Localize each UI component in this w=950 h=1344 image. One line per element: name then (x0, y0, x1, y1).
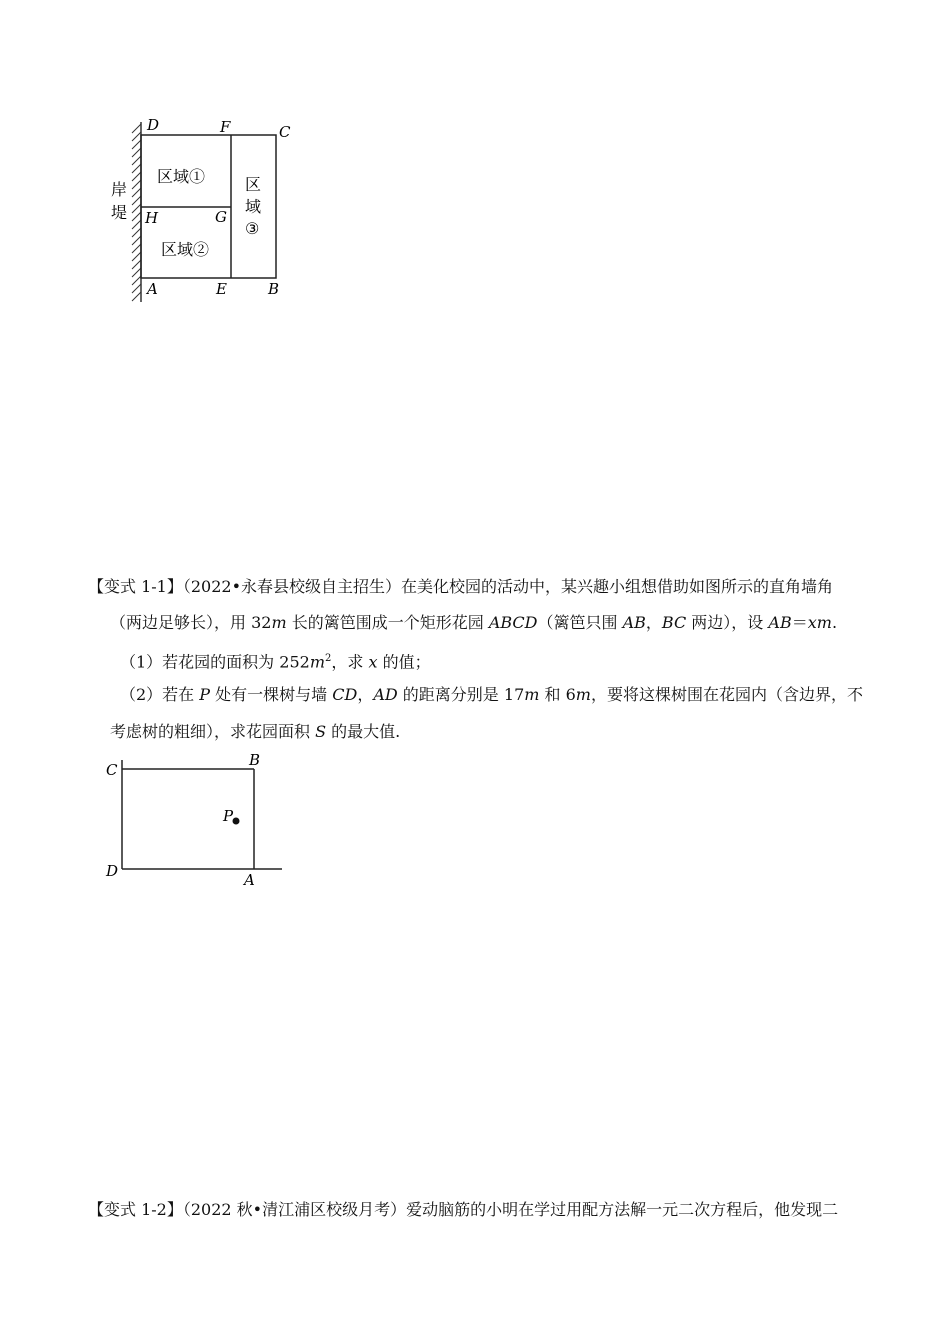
shore-label-2: 堤 (111, 203, 128, 222)
region-3-label-3: ③ (245, 219, 260, 238)
text-span: （篱笆只围 (537, 613, 623, 632)
math-p: P (199, 685, 211, 704)
vertex-e: E (216, 280, 227, 298)
vertex-a: A (244, 871, 255, 889)
text-span: ，要将这棵树围在花园内（含边界，不 (590, 685, 863, 704)
label-p: P (223, 807, 234, 825)
vertex-h: H (145, 209, 159, 227)
math-x: x (368, 652, 378, 672)
vertex-c: C (279, 123, 291, 141)
region-2-label: 区域② (161, 240, 210, 259)
math-ab: AB (622, 613, 646, 632)
variant-1-1-source: （2022•永春县校级自主招生） (182, 577, 402, 596)
vertex-f: F (220, 118, 231, 136)
math-s: S (315, 722, 327, 741)
math-m: m (524, 685, 540, 704)
vertex-g: G (215, 208, 227, 226)
text-span: . (831, 613, 838, 632)
region-3-label-1: 区 (245, 175, 262, 194)
vertex-a: A (147, 280, 158, 298)
math-m: m (575, 685, 591, 704)
text-span: 两边），设 (686, 613, 769, 632)
math-cd: CD (332, 685, 358, 704)
region-3-label-2: 域 (245, 197, 262, 216)
variant-1-1-tag: 【变式 1-1】 (88, 577, 183, 596)
region-1-label: 区域① (157, 167, 206, 186)
text-span: 考虑树的粗细），求花园面积 (110, 722, 316, 741)
math-bc: BC (661, 613, 687, 632)
variant-1-2-block (88, 1199, 878, 1223)
vertex-d: D (147, 116, 160, 134)
math-m: m (309, 652, 325, 672)
text-span: ＝ (791, 613, 808, 632)
question-1 (120, 648, 431, 673)
text-span: ，求 (331, 652, 369, 672)
text-span: 长的篱笆围成一个矩形花园 (286, 613, 489, 632)
math-m: m (271, 613, 287, 632)
variant-1-1-block (88, 576, 868, 746)
question-2 (120, 684, 863, 706)
text-span: 和 6 (539, 685, 576, 704)
variant-1-1-line-2 (110, 612, 837, 634)
variant-1-1-line-1 (88, 576, 833, 598)
text-span: 处有一棵树与墙 (210, 685, 333, 704)
garden-diagram (100, 750, 290, 890)
variant-1-2-tag: 【变式 1-2】 (88, 1200, 183, 1219)
text-span: ， (357, 685, 374, 704)
math-ab: AB (768, 613, 792, 632)
text-span: 的最大值. (326, 722, 401, 741)
question-2-continued (110, 721, 400, 743)
text-span: ， (645, 613, 662, 632)
shore-regions-diagram (100, 110, 320, 310)
variant-1-1-line-1-text: 在美化校园的活动中，某兴趣小组想借助如图所示的直角墙角 (401, 577, 834, 596)
tree-point-p (233, 818, 240, 825)
shore-label-1: 岸 (111, 180, 128, 199)
vertex-d: D (106, 862, 119, 880)
text-span: 的距离分别是 17 (397, 685, 525, 704)
vertex-b: B (268, 280, 280, 298)
variant-1-2-text: （2022 秋•清江浦区校级月考）爱动脑筋的小明在学过用配方法解一元二次方程后，他发现二 (182, 1200, 839, 1219)
text-span: （两边足够长），用 32 (110, 613, 272, 632)
math-xm: xm (807, 613, 832, 632)
text-span: （2）若在 (120, 685, 200, 704)
superscript: 2 (324, 653, 332, 664)
variant-1-2-line-1 (88, 1199, 838, 1221)
text-span: （1）若花园的面积为 252 (120, 652, 310, 672)
math-ad: AD (373, 685, 398, 704)
text-span: 的值； (377, 652, 431, 672)
vertex-c: C (106, 761, 118, 779)
vertex-b: B (249, 751, 261, 769)
math-abcd: ABCD (488, 613, 538, 632)
